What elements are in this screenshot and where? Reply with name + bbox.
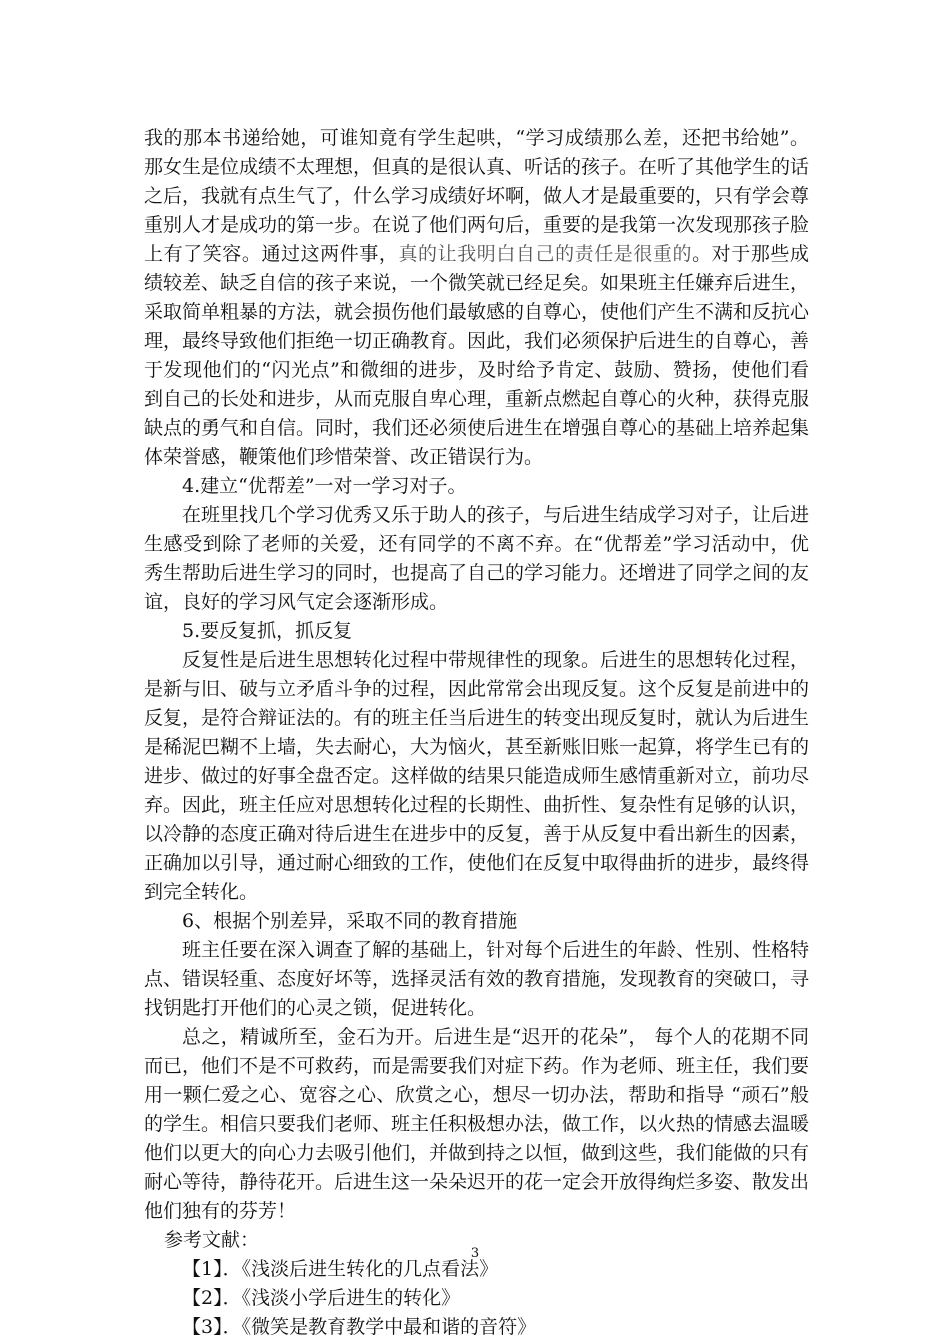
reference-item: 【2】．《浅淡小学后进生的转化》 <box>182 1287 461 1309</box>
section-heading-6: 6、根据个别差异，采取不同的教育措施 <box>182 910 518 932</box>
paragraph-text: 。对于那些成绩较差、缺乏自信的孩子来说，一个微笑就已经足矣。如果班主任嫌弃后进生，采取简单粗暴的方法，就会损伤他们最敏感的自尊心，使他们产生不满和反抗心理，最终导致他们拒绝一切正确教育。因此，我们必须保护后进生的自尊心，善于发现他们的“闪光点”和微细的进步，及时给予肯定、鼓励、赞扬，使他们看到自己的长处和进步，从而克服自卑心理，重新点燃起自尊心的火种，获得克服缺点的勇气和自信。同时，我们还必须使后进生在增强自尊心的基础上培养起集体荣誉感，鞭策他们珍惜荣誉、改正错误行为。 <box>144 243 810 468</box>
highlighted-sentence: 真的让我明白自己的责任是很重的 <box>398 243 693 265</box>
references-title: 参考文献： <box>164 1229 260 1251</box>
paragraph-respect <box>144 124 809 472</box>
paragraph-repetition: 反复性是后进生思想转化过程中带规律性的现象。后进生的思想转化过程，是新与旧、破与立矛盾斗争的过程，因此常常会出现反复。这个反复是前进中的反复，是符合辩证法的。有的班主任当后进生的转变出现反复时，就认为后进生是稀泥巴糊不上墙，失去耐心，大为恼火，甚至新账旧账一起算，将学生已有的进步、做过的好事全盘否定。这样做的结果只能造成师生感情重新对立，前功尽弃。因此，班主任应对思想转化过程的长期性、曲折性、复杂性有足够的认识，以冷静的态度正确对待后进生在进步中的反复，善于从反复中看出新生的因素，正确加以引导，通过耐心细致的工作，使他们在反复中取得曲折的进步，最终得到完全转化。 <box>144 649 810 903</box>
section-heading-5: 5.要反复抓，抓反复 <box>182 620 353 642</box>
body-text <box>144 124 809 1342</box>
paragraph-individual: 班主任要在深入调查了解的基础上，针对每个后进生的年龄、性别、性格特点、错误轻重、态度好坏等，选择灵活有效的教育措施，发现教育的突破口，寻找钥匙打开他们的心灵之锁，促进转化。 <box>144 939 810 1019</box>
paragraph-text: 我的那本书递给她，可谁知竟有学生起哄，“学习成绩那么差，还把书给她”。那女生是位成绩不太理想，但真的是很认真、听话的孩子。在听了其他学生的话之后，我就有点生气了，什么学习成绩好坏啊，做人才是最重要的，只有学会尊重别人才是成功的第一步。在说了他们两句后，重要的是我第一次发现那孩子脸上有了笑容。通过这两件事， <box>144 127 810 265</box>
page-number: 3 <box>470 1246 480 1261</box>
paragraph-pairing: 在班里找几个学习优秀又乐于助人的孩子，与后进生结成学习对子，让后进生感受到除了老师的关爱，还有同学的不离不弃。在“优帮差”学习活动中，优秀生帮助后进生学习的同时，也提高了自己的学习能力。还增进了同学之间的友谊，良好的学习风气定会逐渐形成。 <box>144 504 810 613</box>
paragraph-conclusion: 总之，精诚所至，金石为开。后进生是“迟开的花朵”， 每个人的花期不同而已，他们不是不可救药，而是需要我们对症下药。作为老师、班主任，我们要用一颗仁爱之心、宽容之心、欣赏之心，想尽一切办法，帮助和指导 “顽石”般的学生。相信只要我们老师、班主任积极想办法，做工作，以火热的情感去温暖他们以更大的向心力去吸引他们，并做到持之以恒，做到这些，我们能做的只有耐心等待，静待花开。后进生这一朵朵迟开的花一定会开放得绚烂多姿、散发出他们独有的芬芳！ <box>144 1026 810 1222</box>
reference-item: 【1】．《浅淡后进生转化的几点看法》 <box>182 1258 499 1280</box>
reference-item: 【3】．《微笑是教育教学中最和谐的音符》 <box>182 1316 537 1338</box>
section-heading-4: 4.建立“优帮差”一对一学习对子。 <box>182 475 467 497</box>
